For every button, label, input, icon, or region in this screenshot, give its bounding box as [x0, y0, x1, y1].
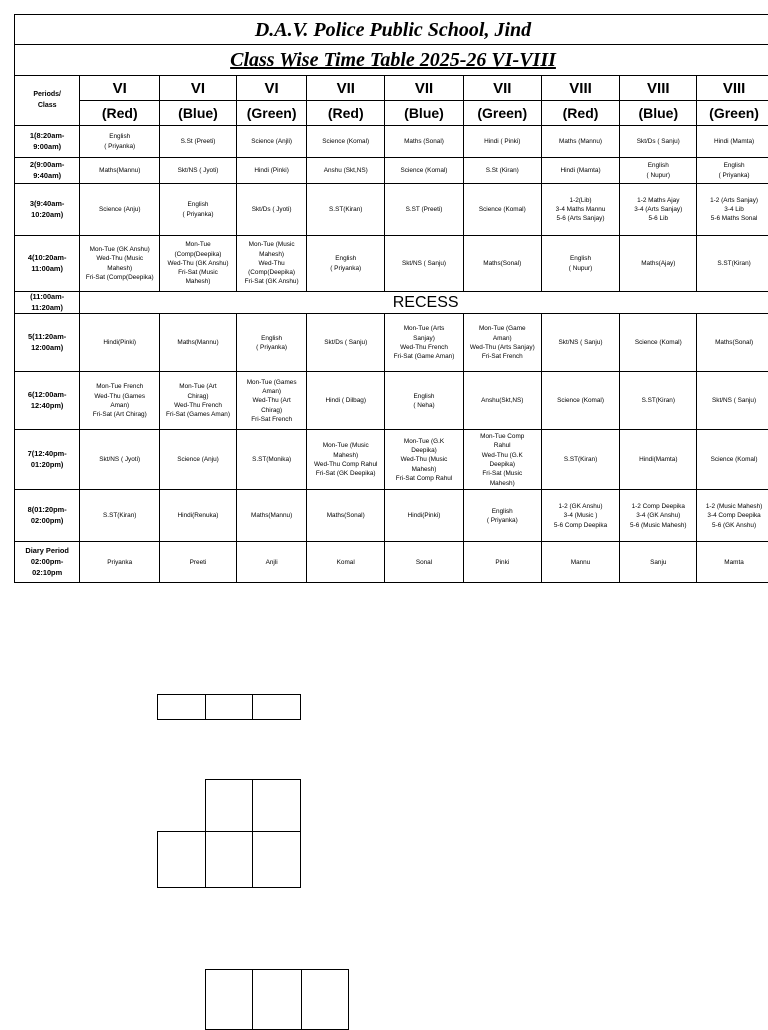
timetable-cell: S.ST(Kiran)	[80, 490, 160, 542]
period-row	[15, 430, 768, 490]
section-header: (Blue)	[385, 101, 464, 126]
section-header: (Red)	[80, 101, 160, 126]
recess-label: RECESS	[80, 292, 768, 314]
blank-grid-3	[205, 969, 349, 1030]
blank-cell	[158, 832, 206, 888]
blank-cell	[253, 832, 301, 888]
timetable-cell: S.ST(Kiran)	[620, 372, 697, 430]
blank-cell	[206, 695, 253, 720]
timetable-cell: English ( Nupur)	[620, 158, 697, 184]
timetable-cell: Skt/NS ( Sanju)	[541, 314, 620, 372]
timetable-cell: S.St (Preeti)	[160, 126, 237, 158]
period-time-label: 5(11:20am- 12:00am)	[15, 314, 80, 372]
corner-label: Periods/ Class	[15, 76, 80, 126]
period-time-label: 7(12:40pm- 01:20pm)	[15, 430, 80, 490]
timetable-cell: Maths(Sonal)	[307, 490, 385, 542]
section-header: (Red)	[307, 101, 385, 126]
timetable-cell: Mon-Tue (GK Anshu) Wed-Thu (Music Mahesh) Fri-Sat (Comp(Deepika)	[80, 236, 160, 292]
timetable-cell: Skt/NS ( Sanju)	[385, 236, 464, 292]
section-header: (Green)	[236, 101, 307, 126]
blank-cell	[206, 970, 253, 1030]
period-row	[15, 184, 768, 236]
school-title: D.A.V. Police Public School, Jind	[15, 15, 768, 45]
timetable-cell: 1-2 Maths Ajay 3-4 (Arts Sanjay) 5-6 Lib	[620, 184, 697, 236]
section-header: (Green)	[697, 101, 768, 126]
timetable-cell: Hindi(Pinki)	[385, 490, 464, 542]
period-time-label: 8(01:20pm- 02:00pm)	[15, 490, 80, 542]
class-header: VI	[160, 76, 237, 101]
class-header: VII	[307, 76, 385, 101]
period-time-label: 3(9:40am- 10:20am)	[15, 184, 80, 236]
period-row	[15, 126, 768, 158]
timetable-cell: S.ST(Kiran)	[541, 430, 620, 490]
timetable-cell: Hindi ( Dilbag)	[307, 372, 385, 430]
class-row	[15, 76, 768, 101]
section-header: (Blue)	[620, 101, 697, 126]
timetable-cell: Skt/Ds ( Sanju)	[620, 126, 697, 158]
timetable-cell: Mon-Tue (Comp(Deepika) Wed-Thu (GK Anshu) Fri-Sat (Music Mahesh)	[160, 236, 237, 292]
timetable-cell: Anshu(Skt,NS)	[463, 372, 541, 430]
blank-cell	[253, 695, 301, 720]
period-row	[15, 372, 768, 430]
blank-grid-2-top	[205, 779, 301, 832]
period-row	[15, 314, 768, 372]
class-header: VII	[385, 76, 464, 101]
timetable-cell: Anjli	[236, 542, 307, 583]
timetable-cell: Sanju	[620, 542, 697, 583]
section-row	[15, 101, 768, 126]
section-header: (Blue)	[160, 101, 237, 126]
timetable-cell: Skt/Ds ( Sanju)	[307, 314, 385, 372]
period-time-label: Diary Period 02:00pm- 02:10pm	[15, 542, 80, 583]
section-header: (Red)	[541, 101, 620, 126]
timetable-cell: Skt/Ds ( Jyoti)	[236, 184, 307, 236]
timetable-cell: Science (Anjli)	[236, 126, 307, 158]
timetable-cell: 1-2 Comp Deepika 3-4 (GK Anshu) 5-6 (Music Mahesh)	[620, 490, 697, 542]
period-row	[15, 490, 768, 542]
timetable-cell: 1-2 (Music Mahesh) 3-4 Comp Deepika 5-6 (GK Anshu)	[697, 490, 768, 542]
timetable-cell: Maths(Mannu)	[236, 490, 307, 542]
blank-grid-2-bottom	[157, 831, 301, 888]
recess-row	[15, 292, 768, 314]
period-row	[15, 542, 768, 583]
timetable-cell: Maths (Mannu)	[541, 126, 620, 158]
timetable-cell: Science (Komal)	[697, 430, 768, 490]
timetable-cell: Mon-Tue French Wed-Thu (Games Aman) Fri-Sat (Art Chirag)	[80, 372, 160, 430]
timetable-cell: Hindi (Mamta)	[697, 126, 768, 158]
timetable-cell: Anshu (Skt,NS)	[307, 158, 385, 184]
timetable-cell: Komal	[307, 542, 385, 583]
timetable-cell: English ( Nupur)	[541, 236, 620, 292]
timetable-cell: S.ST (Preeti)	[385, 184, 464, 236]
class-header: VI	[80, 76, 160, 101]
timetable-cell: Science (Komal)	[620, 314, 697, 372]
timetable-cell: Maths(Mannu)	[160, 314, 237, 372]
timetable-cell: Hindi (Pinki)	[236, 158, 307, 184]
timetable-cell: Maths (Sonal)	[385, 126, 464, 158]
timetable	[14, 14, 768, 583]
timetable-cell: S.ST(Kiran)	[697, 236, 768, 292]
timetable-cell: Skt/NS ( Jyoti)	[160, 158, 237, 184]
timetable-cell: Mon-Tue (Arts Sanjay) Wed-Thu French Fri-Sat (Game Aman)	[385, 314, 464, 372]
timetable-cell: Science (Anju)	[160, 430, 237, 490]
timetable-cell: English ( Priyanka)	[80, 126, 160, 158]
period-time-label: 6(12:00am- 12:40pm)	[15, 372, 80, 430]
timetable-cell: Mamta	[697, 542, 768, 583]
timetable-cell: Maths(Sonal)	[697, 314, 768, 372]
timetable-cell: 1-2 (GK Anshu) 3-4 (Music ) 5-6 Comp Deepika	[541, 490, 620, 542]
period-time-label: 1(8:20am- 9:00am)	[15, 126, 80, 158]
period-rows	[15, 126, 768, 583]
timetable-cell: S.ST(Monika)	[236, 430, 307, 490]
blank-grid-1	[157, 694, 301, 720]
timetable-cell: Mon-Tue (Games Aman) Wed-Thu (Art Chirag) Fri-Sat French	[236, 372, 307, 430]
timetable-cell: S.ST(Kiran)	[307, 184, 385, 236]
timetable-cell: Mon-Tue (Art Chirag) Wed-Thu French Fri-Sat (Games Aman)	[160, 372, 237, 430]
class-header: VI	[236, 76, 307, 101]
blank-cell	[206, 780, 253, 832]
timetable-cell: Mon-Tue (G.K Deepika) Wed-Thu (Music Mahesh) Fri-Sat Comp Rahul	[385, 430, 464, 490]
subtitle-row	[15, 45, 768, 76]
timetable-cell: Science (Komal)	[307, 126, 385, 158]
timetable-cell: English ( Priyanka)	[236, 314, 307, 372]
timetable-cell: Hindi(Mamta)	[620, 430, 697, 490]
timetable-cell: 1-2 (Arts Sanjay) 3-4 Lib 5-6 Maths Sonal	[697, 184, 768, 236]
timetable-cell: Skt/NS ( Sanju)	[697, 372, 768, 430]
period-time-label: 2(9:00am- 9:40am)	[15, 158, 80, 184]
class-header: VIII	[541, 76, 620, 101]
timetable-cell: Mannu	[541, 542, 620, 583]
timetable-cell: Maths(Sonal)	[463, 236, 541, 292]
timetable-cell: Mon-Tue Comp Rahul Wed-Thu (G.K Deepika) Fri-Sat (Music Mahesh)	[463, 430, 541, 490]
timetable-cell: Science (Komal)	[463, 184, 541, 236]
timetable-cell: S.St (Kiran)	[463, 158, 541, 184]
timetable-cell: Science (Anju)	[80, 184, 160, 236]
timetable-cell: Skt/NS ( Jyoti)	[80, 430, 160, 490]
class-header: VIII	[620, 76, 697, 101]
period-time-label: 4(10:20am- 11:00am)	[15, 236, 80, 292]
timetable-cell: English ( Priyanka)	[307, 236, 385, 292]
timetable-cell: Sonal	[385, 542, 464, 583]
blank-cell	[253, 970, 302, 1030]
timetable-cell: Preeti	[160, 542, 237, 583]
blank-cell	[158, 695, 206, 720]
class-header: VII	[463, 76, 541, 101]
recess-time-label: (11:00am- 11:20am)	[15, 292, 80, 314]
timetable-cell: English ( Priyanka)	[160, 184, 237, 236]
title-row	[15, 15, 768, 45]
timetable-cell: Maths(Ajay)	[620, 236, 697, 292]
timetable-cell: Hindi(Pinki)	[80, 314, 160, 372]
timetable-cell: Mon-Tue (Music Mahesh) Wed-Thu Comp Rahul Fri-Sat (GK Deepika)	[307, 430, 385, 490]
timetable-cell: Science (Komal)	[541, 372, 620, 430]
timetable-subtitle: Class Wise Time Table 2025-26 VI-VIII	[15, 45, 768, 76]
blank-cell	[253, 780, 301, 832]
period-row	[15, 236, 768, 292]
blank-cell	[206, 832, 253, 888]
timetable-cell: English ( Priyanka)	[697, 158, 768, 184]
timetable-cell: 1-2(Lib) 3-4 Maths Mannu 5-6 (Arts Sanjay)	[541, 184, 620, 236]
timetable-cell: Hindi ( Pinki)	[463, 126, 541, 158]
timetable-cell: English ( Priyanka)	[463, 490, 541, 542]
timetable-cell: Hindi (Mamta)	[541, 158, 620, 184]
section-header: (Green)	[463, 101, 541, 126]
class-header: VIII	[697, 76, 768, 101]
timetable-cell: Pinki	[463, 542, 541, 583]
timetable-cell: Priyanka	[80, 542, 160, 583]
blank-cell	[302, 970, 349, 1030]
timetable-cell: Science (Komal)	[385, 158, 464, 184]
timetable-cell: English ( Neha)	[385, 372, 464, 430]
timetable-cell: Maths(Mannu)	[80, 158, 160, 184]
timetable-cell: Hindi(Renuka)	[160, 490, 237, 542]
timetable-cell: Mon-Tue (Music Mahesh) Wed-Thu (Comp(Deepika) Fri-Sat (GK Anshu)	[236, 236, 307, 292]
period-row	[15, 158, 768, 184]
timetable-cell: Mon-Tue (Game Aman) Wed-Thu (Arts Sanjay) Fri-Sat French	[463, 314, 541, 372]
